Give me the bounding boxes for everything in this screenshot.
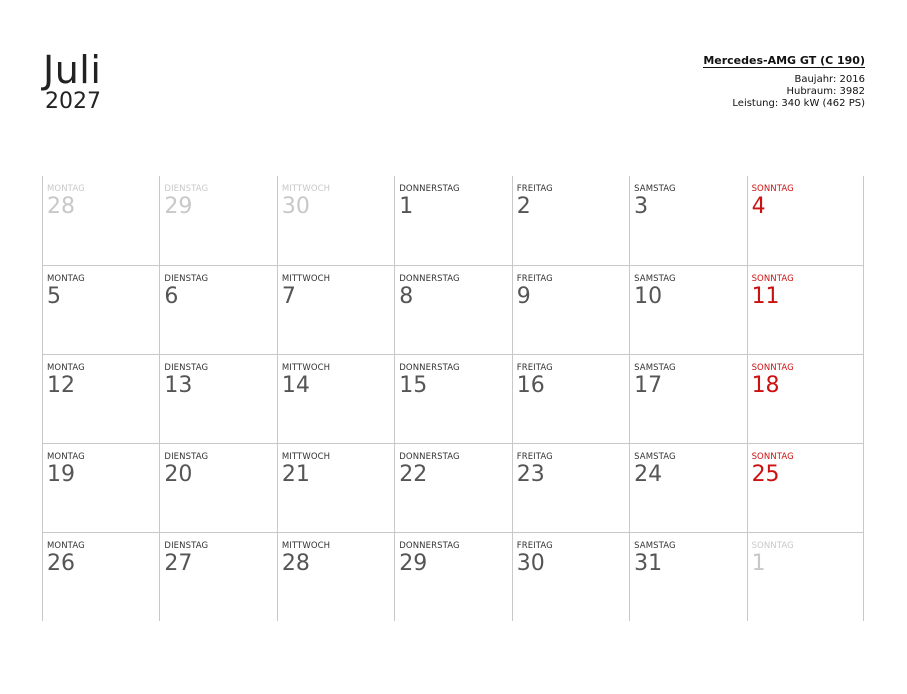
weekday-label: MONTAG [47,363,85,373]
day-number: 28 [281,551,310,576]
day-number: 13 [164,373,193,398]
calendar-day-cell [42,265,159,354]
weekday-label: FREITAG [516,184,553,194]
day-number: 16 [516,373,545,398]
calendar-day-cell [159,532,276,621]
weekday-label: MITTWOCH [281,363,331,373]
calendar-day-cell [629,354,746,443]
weekday-label: MONTAG [47,541,85,551]
calendar-day-cell [394,532,511,621]
day-number: 9 [516,284,531,309]
weekday-label: DONNERSTAG [399,274,460,284]
calendar-day-cell [394,176,511,265]
day-number: 7 [281,284,296,309]
calendar-day-cell [159,176,276,265]
day-number: 5 [47,284,61,309]
day-number: 27 [164,551,193,576]
calendar-day-cell [277,443,394,532]
calendar-day-cell [42,354,159,443]
car-info [703,54,865,110]
calendar-day-cell [159,354,276,443]
calendar-day-cell [629,443,746,532]
weekday-label: SAMSTAG [634,541,676,551]
weekday-label: SONNTAG [751,274,794,284]
calendar-day-cell [629,176,746,265]
weekday-label: FREITAG [516,274,553,284]
weekday-label: SAMSTAG [634,452,676,462]
day-number: 22 [399,462,428,487]
day-number: 23 [516,462,545,487]
weekday-label: MITTWOCH [281,274,331,284]
calendar-day-cell [629,532,746,621]
day-number: 10 [634,284,663,309]
day-number: 2 [516,194,531,219]
day-number: 21 [281,462,310,487]
day-number: 30 [516,551,545,576]
day-number: 18 [751,373,780,398]
calendar-day-cell [394,265,511,354]
calendar-day-cell [629,265,746,354]
car-leistung: Leistung: 340 kW (462 PS) [732,98,865,109]
calendar-day-cell [747,532,864,621]
day-number: 8 [399,284,414,309]
day-number: 29 [164,194,193,219]
day-number: 15 [399,373,428,398]
calendar-day-cell [277,532,394,621]
day-number: 1 [751,551,766,576]
calendar-day-cell [747,265,864,354]
day-number: 3 [634,194,649,219]
day-number: 1 [399,194,414,219]
weekday-label: DIENSTAG [164,184,209,194]
weekday-label: SONNTAG [751,363,794,373]
weekday-label: FREITAG [516,452,553,462]
calendar-day-cell [159,265,276,354]
weekday-label: MONTAG [47,184,85,194]
month-title: Juli [43,48,102,92]
calendar-day-cell [747,354,864,443]
weekday-label: DIENSTAG [164,274,209,284]
calendar-day-cell [512,443,629,532]
calendar-day-cell [277,354,394,443]
weekday-label: DIENSTAG [164,452,209,462]
weekday-label: DONNERSTAG [399,452,460,462]
car-baujahr: Baujahr: 2016 [794,74,865,85]
weekday-label: DIENSTAG [164,541,209,551]
weekday-label: MITTWOCH [281,541,331,551]
day-number: 4 [751,194,766,219]
calendar-day-cell [159,443,276,532]
day-number: 29 [399,551,428,576]
weekday-label: MITTWOCH [281,452,331,462]
car-hubraum: Hubraum: 3982 [786,86,865,97]
day-number: 24 [634,462,663,487]
calendar-day-cell [512,176,629,265]
weekday-label: MONTAG [47,452,85,462]
weekday-label: FREITAG [516,541,553,551]
weekday-label: FREITAG [516,363,553,373]
day-number: 14 [281,373,310,398]
weekday-label: DONNERSTAG [399,184,460,194]
calendar-day-cell [42,443,159,532]
day-number: 6 [164,284,179,309]
weekday-label: DIENSTAG [164,363,209,373]
calendar-day-cell [747,443,864,532]
day-number: 12 [47,373,75,398]
day-number: 26 [47,551,75,576]
day-number: 28 [47,194,75,219]
weekday-label: DONNERSTAG [399,541,460,551]
weekday-label: SAMSTAG [634,274,676,284]
day-number: 17 [634,373,663,398]
calendar-day-cell [512,354,629,443]
day-number: 20 [164,462,193,487]
weekday-label: DONNERSTAG [399,363,460,373]
calendar-day-cell [277,176,394,265]
weekday-label: SONNTAG [751,541,794,551]
day-number: 30 [281,194,310,219]
day-number: 31 [634,551,663,576]
calendar-day-cell [42,532,159,621]
calendar-day-cell [747,176,864,265]
car-name: Mercedes-AMG GT (C 190) [703,54,865,67]
calendar-day-cell [394,443,511,532]
day-number: 25 [751,462,780,487]
weekday-label: MITTWOCH [281,184,331,194]
weekday-label: SAMSTAG [634,363,676,373]
weekday-label: SONNTAG [751,184,794,194]
calendar-day-cell [512,532,629,621]
year-title: 2027 [45,89,101,114]
day-number: 19 [47,462,75,487]
calendar-day-cell [42,176,159,265]
weekday-label: SAMSTAG [634,184,676,194]
calendar-day-cell [277,265,394,354]
calendar-day-cell [394,354,511,443]
calendar-day-cell [512,265,629,354]
calendar-grid [42,176,864,621]
weekday-label: MONTAG [47,274,85,284]
day-number: 11 [751,284,780,309]
weekday-label: SONNTAG [751,452,794,462]
